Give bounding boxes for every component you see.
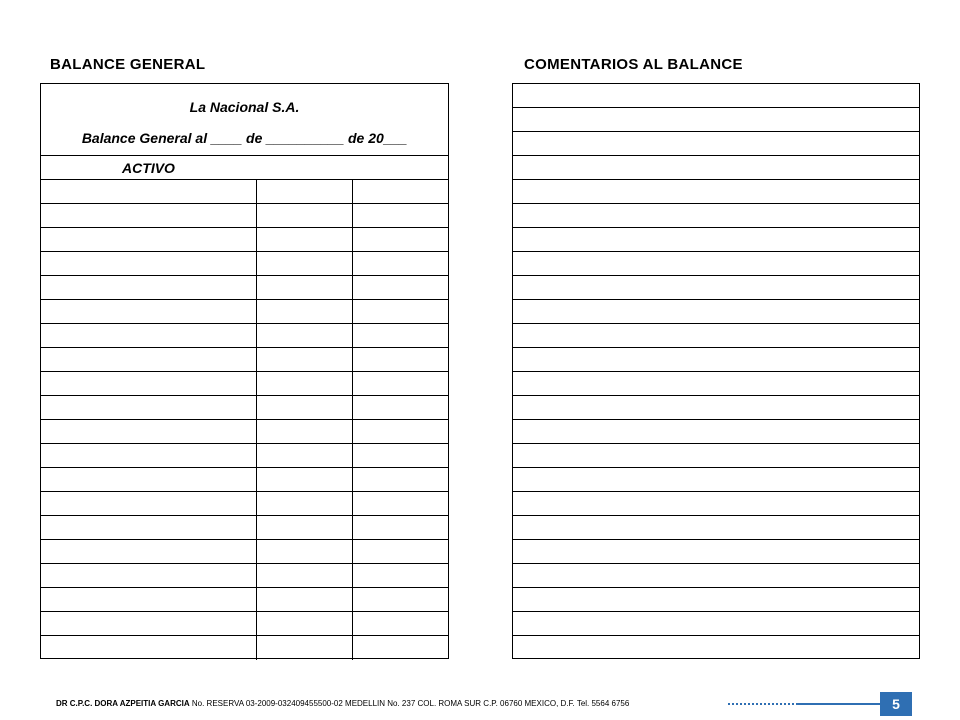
account-cell[interactable] bbox=[41, 372, 257, 395]
balance-row bbox=[41, 324, 448, 348]
comment-line[interactable] bbox=[513, 348, 919, 372]
account-cell[interactable] bbox=[41, 204, 257, 227]
account-cell[interactable] bbox=[41, 324, 257, 347]
balance-row bbox=[41, 204, 448, 228]
comment-line[interactable] bbox=[513, 276, 919, 300]
total-cell[interactable] bbox=[353, 228, 448, 251]
balance-row bbox=[41, 348, 448, 372]
footer-text bbox=[56, 699, 629, 708]
account-cell[interactable] bbox=[41, 516, 257, 539]
total-cell[interactable] bbox=[353, 324, 448, 347]
balance-date-line[interactable]: Balance General al ____ de __________ de 20___ bbox=[81, 130, 408, 146]
balance-row bbox=[41, 540, 448, 564]
amount-cell[interactable] bbox=[257, 276, 353, 299]
balance-row bbox=[41, 372, 448, 396]
total-cell[interactable] bbox=[353, 252, 448, 275]
balance-row bbox=[41, 516, 448, 540]
balance-general-heading: BALANCE GENERAL bbox=[50, 56, 206, 73]
amount-cell[interactable] bbox=[257, 324, 353, 347]
account-cell[interactable] bbox=[41, 276, 257, 299]
comments-sheet-table bbox=[512, 83, 920, 659]
amount-cell[interactable] bbox=[257, 396, 353, 419]
account-cell[interactable] bbox=[41, 540, 257, 563]
comment-line[interactable] bbox=[513, 636, 919, 660]
account-cell[interactable] bbox=[41, 612, 257, 635]
total-cell[interactable] bbox=[353, 444, 448, 467]
total-cell[interactable] bbox=[353, 492, 448, 515]
amount-cell[interactable] bbox=[257, 348, 353, 371]
amount-cell[interactable] bbox=[257, 372, 353, 395]
total-cell[interactable] bbox=[353, 588, 448, 611]
amount-cell[interactable] bbox=[257, 588, 353, 611]
account-cell[interactable] bbox=[41, 468, 257, 491]
comment-line[interactable] bbox=[513, 468, 919, 492]
footer-solid-line bbox=[798, 703, 880, 705]
total-cell[interactable] bbox=[353, 420, 448, 443]
total-cell[interactable] bbox=[353, 204, 448, 227]
amount-cell[interactable] bbox=[257, 636, 353, 660]
account-cell[interactable] bbox=[41, 252, 257, 275]
comment-line[interactable] bbox=[513, 540, 919, 564]
comment-line[interactable] bbox=[513, 324, 919, 348]
comment-line[interactable] bbox=[513, 156, 919, 180]
activo-section-row bbox=[41, 156, 448, 180]
comment-line[interactable] bbox=[513, 252, 919, 276]
total-cell[interactable] bbox=[353, 540, 448, 563]
balance-row bbox=[41, 636, 448, 660]
comments-grid bbox=[513, 84, 919, 660]
comment-line[interactable] bbox=[513, 492, 919, 516]
comment-line[interactable] bbox=[513, 108, 919, 132]
balance-row bbox=[41, 300, 448, 324]
total-cell[interactable] bbox=[353, 516, 448, 539]
balance-row bbox=[41, 444, 448, 468]
account-cell[interactable] bbox=[41, 396, 257, 419]
balance-row bbox=[41, 396, 448, 420]
balance-row bbox=[41, 276, 448, 300]
amount-cell[interactable] bbox=[257, 420, 353, 443]
amount-cell[interactable] bbox=[257, 564, 353, 587]
comment-line[interactable] bbox=[513, 516, 919, 540]
amount-cell[interactable] bbox=[257, 228, 353, 251]
total-cell[interactable] bbox=[353, 348, 448, 371]
balance-row bbox=[41, 420, 448, 444]
total-cell[interactable] bbox=[353, 564, 448, 587]
amount-cell[interactable] bbox=[257, 492, 353, 515]
account-cell[interactable] bbox=[41, 420, 257, 443]
account-cell[interactable] bbox=[41, 348, 257, 371]
footer-author: DR C.P.C. DORA AZPEITIA GARCIA bbox=[56, 699, 190, 708]
total-cell[interactable] bbox=[353, 372, 448, 395]
comment-line[interactable] bbox=[513, 84, 919, 108]
account-cell[interactable] bbox=[41, 588, 257, 611]
comentarios-heading: COMENTARIOS AL BALANCE bbox=[524, 56, 743, 73]
comment-line[interactable] bbox=[513, 588, 919, 612]
comment-line[interactable] bbox=[513, 612, 919, 636]
account-cell[interactable] bbox=[41, 492, 257, 515]
comment-line[interactable] bbox=[513, 228, 919, 252]
balance-grid bbox=[41, 180, 448, 660]
balance-row bbox=[41, 588, 448, 612]
total-cell[interactable] bbox=[353, 612, 448, 635]
footer-dotted-line bbox=[728, 703, 798, 705]
amount-cell[interactable] bbox=[257, 516, 353, 539]
amount-cell[interactable] bbox=[257, 468, 353, 491]
account-cell[interactable] bbox=[41, 180, 257, 203]
amount-cell[interactable] bbox=[257, 540, 353, 563]
total-cell[interactable] bbox=[353, 276, 448, 299]
account-cell[interactable] bbox=[41, 564, 257, 587]
balance-row bbox=[41, 492, 448, 516]
comment-line[interactable] bbox=[513, 420, 919, 444]
amount-cell[interactable] bbox=[257, 612, 353, 635]
comment-line[interactable] bbox=[513, 180, 919, 204]
total-cell[interactable] bbox=[353, 396, 448, 419]
balance-row bbox=[41, 252, 448, 276]
activo-label: ACTIVO bbox=[122, 159, 175, 176]
amount-cell[interactable] bbox=[257, 300, 353, 323]
amount-cell[interactable] bbox=[257, 252, 353, 275]
footer-details: No. RESERVA 03-2009-032409455500-02 MEDELLIN No. 237 COL. ROMA SUR C.P. 06760 MEXICO, D.F. Tel. 5564 6756 bbox=[191, 699, 630, 708]
account-cell[interactable] bbox=[41, 444, 257, 467]
balance-row bbox=[41, 228, 448, 252]
total-cell[interactable] bbox=[353, 468, 448, 491]
total-cell[interactable] bbox=[353, 300, 448, 323]
comment-line[interactable] bbox=[513, 132, 919, 156]
comment-line[interactable] bbox=[513, 396, 919, 420]
comment-line[interactable] bbox=[513, 372, 919, 396]
company-name: La Nacional S.A. bbox=[189, 99, 300, 115]
balance-row bbox=[41, 564, 448, 588]
page-number-badge: 5 bbox=[880, 692, 912, 716]
amount-cell[interactable] bbox=[257, 204, 353, 227]
total-cell[interactable] bbox=[353, 636, 448, 660]
balance-row bbox=[41, 468, 448, 492]
comment-line[interactable] bbox=[513, 444, 919, 468]
account-cell[interactable] bbox=[41, 636, 257, 660]
balance-title-block bbox=[41, 84, 448, 156]
total-cell[interactable] bbox=[353, 180, 448, 203]
balance-row bbox=[41, 180, 448, 204]
balance-sheet-table bbox=[40, 83, 449, 659]
balance-row bbox=[41, 612, 448, 636]
comment-line[interactable] bbox=[513, 564, 919, 588]
account-cell[interactable] bbox=[41, 300, 257, 323]
amount-cell[interactable] bbox=[257, 444, 353, 467]
account-cell[interactable] bbox=[41, 228, 257, 251]
amount-cell[interactable] bbox=[257, 180, 353, 203]
comment-line[interactable] bbox=[513, 204, 919, 228]
comment-line[interactable] bbox=[513, 300, 919, 324]
